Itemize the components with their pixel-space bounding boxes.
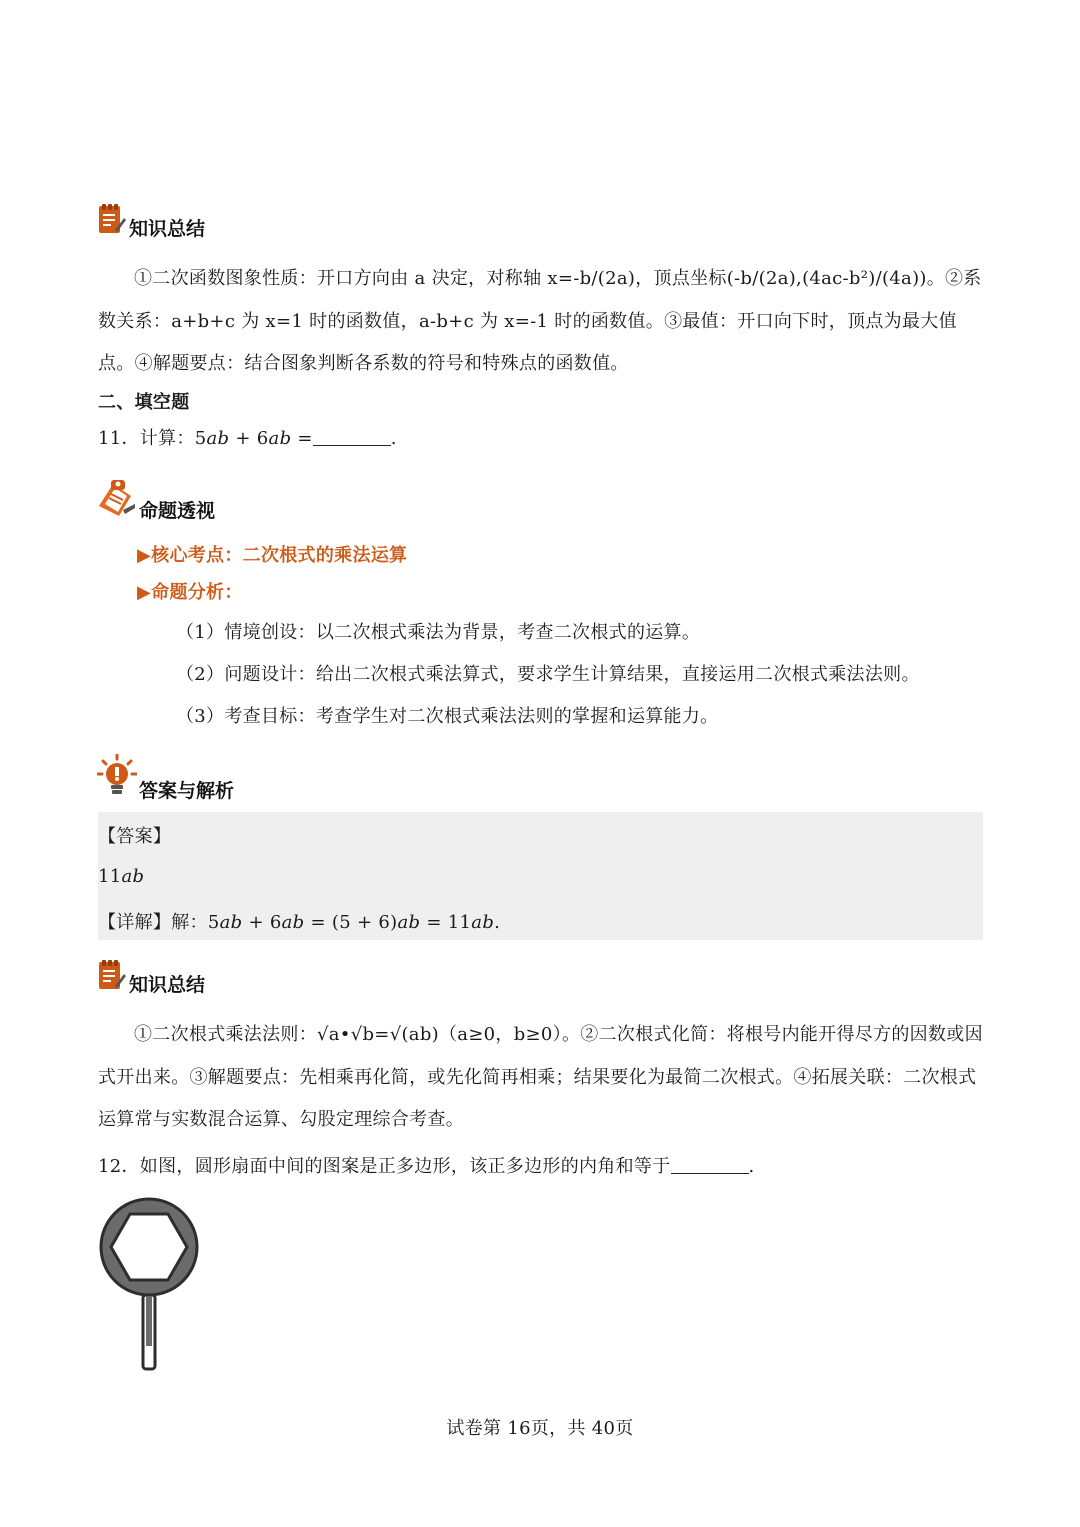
q11-prefix: 11．计算： [98,428,195,449]
detail-part: . [494,912,501,933]
notepad-icon [97,204,127,240]
q12-suffix: . [748,1156,755,1177]
q11-expr-a: 5 [194,428,207,449]
answer-value-num: 11 [98,866,122,887]
q11-expr-plus: + 6 [229,428,269,449]
summary-header-2 [97,960,205,996]
detail-part: + 6 [242,912,282,933]
page-footer: 试卷第 16页，共 40页 [446,1418,634,1439]
analysis-item: （3）考查目标：考查学生对二次根式乘法法则的掌握和运算能力。 [176,706,719,727]
q11-suffix: . [390,428,397,449]
question-11 [98,424,397,450]
analysis-header [97,478,215,522]
q11-expr-c: ab [268,428,292,449]
answer-header [97,754,234,802]
summary-header-1 [97,204,205,240]
notepad-icon [97,960,127,996]
q11-expr-eq: = [291,428,313,449]
answer-title: 答案与解析 [139,780,235,802]
q11-expr-b: ab [206,428,230,449]
detail-part: ab [397,912,421,933]
lightbulb-icon [97,754,137,802]
answer-label: 【答案】 [98,826,172,847]
notes-stack-icon [97,478,137,522]
analysis-title: 命题透视 [139,500,216,522]
detail-part: = 11 [420,912,472,933]
answer-value [98,866,144,887]
detail-part: ab [219,912,243,933]
q12-text: 12．如图，圆形扇面中间的图案是正多边形，该正多边形的内角和等于 [98,1156,671,1177]
summary-text-1: ①二次函数图象性质：开口方向由 a 决定，对称轴 x=-b/(2a)，顶点坐标(-b/(2a),(4ac-b²)/(4a))。②系数关系：a+b+c 为 x=1 时的函数值，a-b+c 为 x=-1 时的函数值。③最值：开口向下时，顶点为最大值点。④解题要点：结合图象判断各系数的符号和特殊点的函数值。 [98,268,982,374]
answer-blank [313,427,391,446]
detail-label: 【详解】解： [98,912,208,933]
analysis-label: ▶命题分析： [137,582,243,603]
section-title: 二、填空题 [98,392,190,413]
summary-title-1: 知识总结 [129,218,206,240]
answer-blank [671,1155,749,1174]
summary-title-2: 知识总结 [129,974,206,996]
answer-value-var: ab [121,866,145,887]
question-12 [98,1152,755,1178]
detail-part: ab [281,912,305,933]
detail-part: 5 [207,912,220,933]
answer-detail [98,908,500,934]
hand-fan-icon [96,1196,202,1376]
core-point: ▶核心考点：二次根式的乘法运算 [137,545,408,566]
detail-part: ab [471,912,495,933]
analysis-item: （2）问题设计：给出二次根式乘法算式，要求学生计算结果，直接运用二次根式乘法法则。 [176,664,920,685]
summary-text-2: ①二次根式乘法法则：√a•√b=√(ab)（a≥0，b≥0）。②二次根式化简：将根号内能开得尽方的因数或因式开出来。③解题要点：先相乘再化简，或先化简再相乘；结果要化为最简二次根式。④拓展关联：二次根式运算常与实数混合运算、勾股定理综合考查。 [98,1024,983,1130]
detail-part: = (5 + 6) [304,912,398,933]
analysis-item: （1）情境创设：以二次根式乘法为背景，考查二次根式的运算。 [176,622,701,643]
